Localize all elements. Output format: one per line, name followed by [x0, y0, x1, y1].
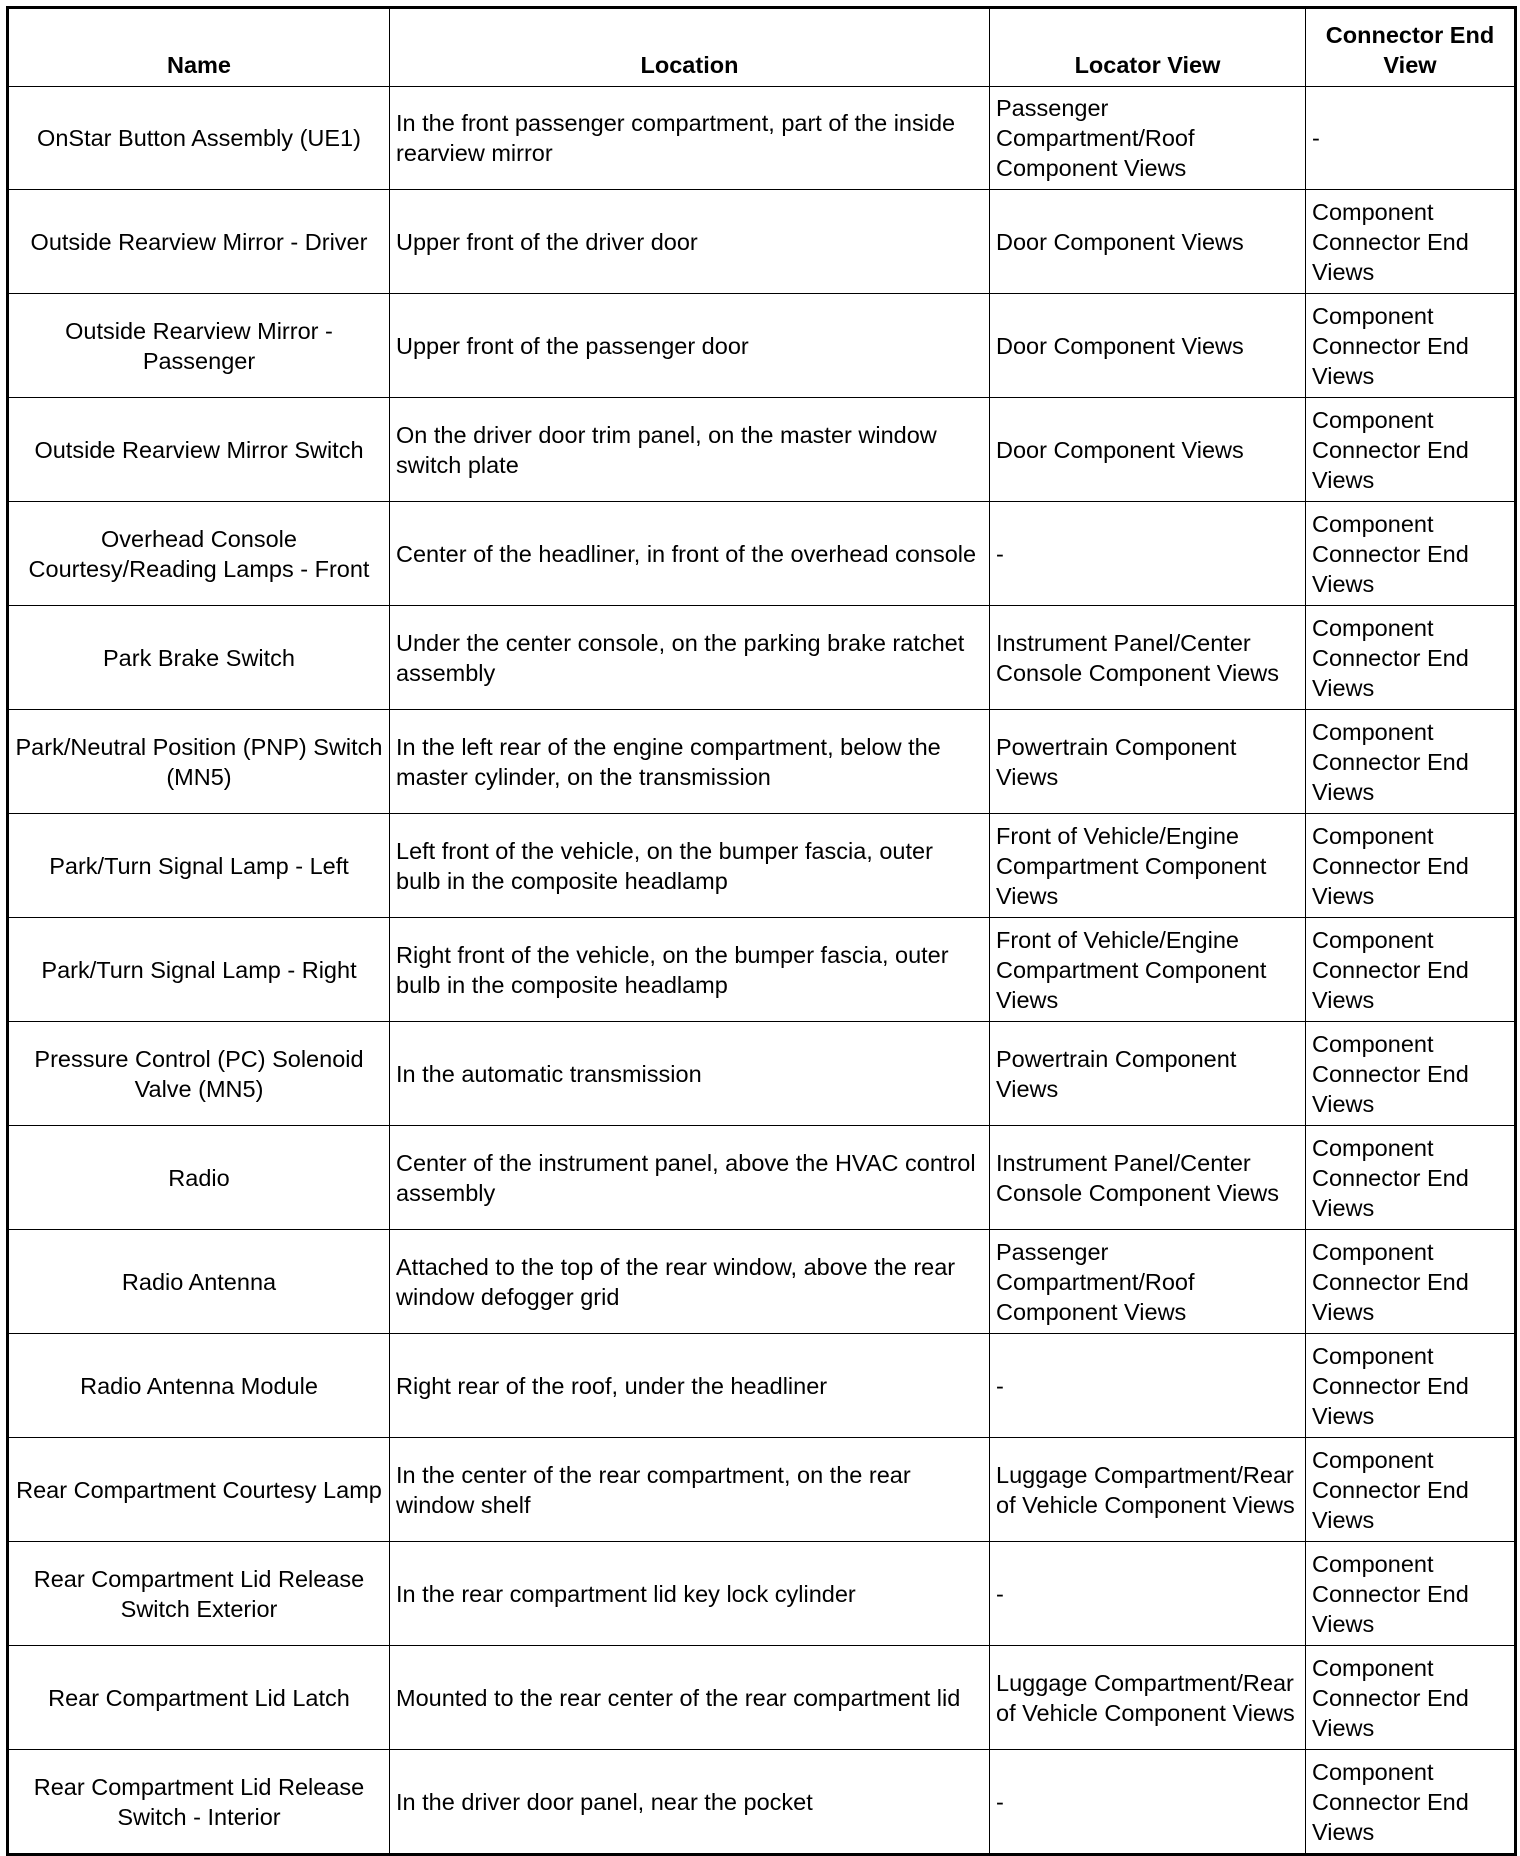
cell-connector-end-view: Component Connector End Views [1306, 710, 1516, 814]
component-locator-sheet [6, 6, 1514, 1845]
column-header-name: Name [8, 8, 390, 87]
table-row [8, 1022, 1516, 1126]
cell-locator-view: Door Component Views [990, 398, 1306, 502]
cell-name: Radio Antenna Module [8, 1334, 390, 1438]
cell-location: In the driver door panel, near the pocket [390, 1750, 990, 1855]
cell-location: Right rear of the roof, under the headliner [390, 1334, 990, 1438]
cell-locator-view: Instrument Panel/Center Console Component Views [990, 606, 1306, 710]
cell-connector-end-view: Component Connector End Views [1306, 1438, 1516, 1542]
table-header [8, 8, 1516, 87]
cell-name: Rear Compartment Courtesy Lamp [8, 1438, 390, 1542]
cell-name: Rear Compartment Lid Release Switch - Interior [8, 1750, 390, 1855]
cell-locator-view: Front of Vehicle/Engine Compartment Component Views [990, 918, 1306, 1022]
column-header-connector-end-view: Connector End View [1306, 8, 1516, 87]
cell-locator-view: Powertrain Component Views [990, 710, 1306, 814]
cell-location: In the front passenger compartment, part of the inside rearview mirror [390, 87, 990, 190]
cell-name: Park/Turn Signal Lamp - Right [8, 918, 390, 1022]
cell-connector-end-view: Component Connector End Views [1306, 398, 1516, 502]
table-row [8, 814, 1516, 918]
cell-location: Upper front of the driver door [390, 190, 990, 294]
cell-location: Attached to the top of the rear window, above the rear window defogger grid [390, 1230, 990, 1334]
cell-name: Pressure Control (PC) Solenoid Valve (MN5) [8, 1022, 390, 1126]
cell-location: Center of the instrument panel, above the HVAC control assembly [390, 1126, 990, 1230]
cell-connector-end-view: Component Connector End Views [1306, 606, 1516, 710]
cell-locator-view: - [990, 1542, 1306, 1646]
cell-connector-end-view: Component Connector End Views [1306, 1542, 1516, 1646]
cell-name: Park Brake Switch [8, 606, 390, 710]
cell-locator-view: - [990, 502, 1306, 606]
header-row [8, 8, 1516, 87]
cell-location: Left front of the vehicle, on the bumper fascia, outer bulb in the composite headlamp [390, 814, 990, 918]
table-body [8, 87, 1516, 1855]
cell-locator-view: Front of Vehicle/Engine Compartment Component Views [990, 814, 1306, 918]
table-row [8, 606, 1516, 710]
cell-name: Overhead Console Courtesy/Reading Lamps - Front [8, 502, 390, 606]
cell-locator-view: Door Component Views [990, 190, 1306, 294]
component-locator-table [6, 6, 1517, 1856]
cell-connector-end-view: - [1306, 87, 1516, 190]
table-row [8, 190, 1516, 294]
cell-connector-end-view: Component Connector End Views [1306, 1126, 1516, 1230]
cell-connector-end-view: Component Connector End Views [1306, 1750, 1516, 1855]
table-row [8, 87, 1516, 190]
cell-name: Outside Rearview Mirror Switch [8, 398, 390, 502]
column-header-locator-view: Locator View [990, 8, 1306, 87]
table-row [8, 710, 1516, 814]
cell-locator-view: Powertrain Component Views [990, 1022, 1306, 1126]
table-row [8, 398, 1516, 502]
cell-connector-end-view: Component Connector End Views [1306, 1646, 1516, 1750]
cell-location: In the automatic transmission [390, 1022, 990, 1126]
cell-location: In the left rear of the engine compartment, below the master cylinder, on the transmission [390, 710, 990, 814]
cell-locator-view: - [990, 1750, 1306, 1855]
column-header-location: Location [390, 8, 990, 87]
cell-connector-end-view: Component Connector End Views [1306, 918, 1516, 1022]
cell-location: On the driver door trim panel, on the master window switch plate [390, 398, 990, 502]
cell-location: In the center of the rear compartment, on the rear window shelf [390, 1438, 990, 1542]
cell-name: Outside Rearview Mirror - Passenger [8, 294, 390, 398]
cell-connector-end-view: Component Connector End Views [1306, 1022, 1516, 1126]
table-row [8, 1646, 1516, 1750]
table-row [8, 1126, 1516, 1230]
cell-location: Mounted to the rear center of the rear compartment lid [390, 1646, 990, 1750]
cell-name: Rear Compartment Lid Latch [8, 1646, 390, 1750]
table-row [8, 1438, 1516, 1542]
cell-name: Outside Rearview Mirror - Driver [8, 190, 390, 294]
cell-name: Rear Compartment Lid Release Switch Exterior [8, 1542, 390, 1646]
cell-locator-view: Luggage Compartment/Rear of Vehicle Component Views [990, 1646, 1306, 1750]
cell-location: Center of the headliner, in front of the overhead console [390, 502, 990, 606]
table-row [8, 1750, 1516, 1855]
cell-name: Park/Turn Signal Lamp - Left [8, 814, 390, 918]
cell-locator-view: Door Component Views [990, 294, 1306, 398]
cell-connector-end-view: Component Connector End Views [1306, 1230, 1516, 1334]
cell-connector-end-view: Component Connector End Views [1306, 814, 1516, 918]
cell-location: Upper front of the passenger door [390, 294, 990, 398]
cell-name: Radio Antenna [8, 1230, 390, 1334]
cell-name: Park/Neutral Position (PNP) Switch (MN5) [8, 710, 390, 814]
cell-connector-end-view: Component Connector End Views [1306, 502, 1516, 606]
cell-locator-view: Luggage Compartment/Rear of Vehicle Component Views [990, 1438, 1306, 1542]
table-row [8, 502, 1516, 606]
table-row [8, 1542, 1516, 1646]
cell-name: Radio [8, 1126, 390, 1230]
cell-locator-view: Passenger Compartment/Roof Component Views [990, 87, 1306, 190]
cell-locator-view: - [990, 1334, 1306, 1438]
cell-locator-view: Instrument Panel/Center Console Component Views [990, 1126, 1306, 1230]
table-row [8, 294, 1516, 398]
table-row [8, 1230, 1516, 1334]
cell-location: In the rear compartment lid key lock cylinder [390, 1542, 990, 1646]
cell-connector-end-view: Component Connector End Views [1306, 294, 1516, 398]
cell-location: Under the center console, on the parking brake ratchet assembly [390, 606, 990, 710]
table-row [8, 918, 1516, 1022]
cell-connector-end-view: Component Connector End Views [1306, 1334, 1516, 1438]
cell-connector-end-view: Component Connector End Views [1306, 190, 1516, 294]
cell-name: OnStar Button Assembly (UE1) [8, 87, 390, 190]
cell-location: Right front of the vehicle, on the bumper fascia, outer bulb in the composite headlamp [390, 918, 990, 1022]
cell-locator-view: Passenger Compartment/Roof Component Views [990, 1230, 1306, 1334]
table-row [8, 1334, 1516, 1438]
